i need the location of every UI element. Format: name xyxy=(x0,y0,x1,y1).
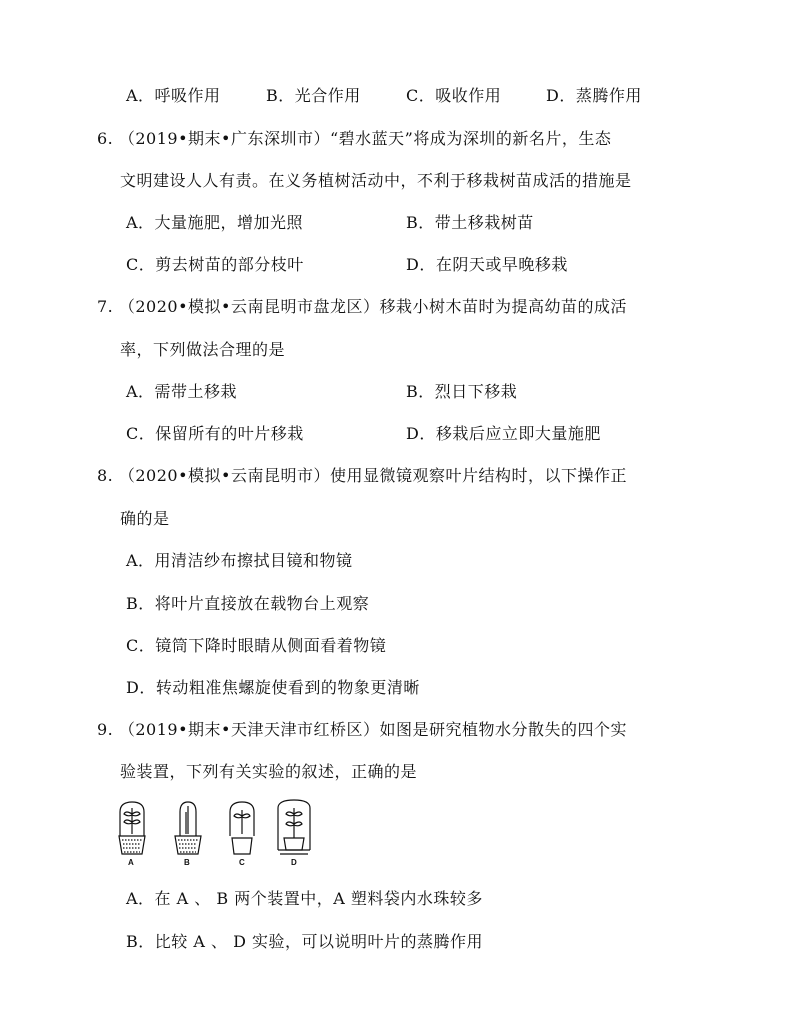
q7-option-d: D．移栽后应立即大量施肥 xyxy=(406,424,601,443)
q7-option-b: B．烈日下移栽 xyxy=(406,382,518,401)
q7-stem-line2: 率，下列做法合理的是 xyxy=(120,340,286,359)
q8-stem-line2: 确的是 xyxy=(120,509,170,528)
q5-option-a: A．呼吸作用 xyxy=(126,86,221,105)
q7-number: 7. xyxy=(97,297,114,316)
q6-option-c: C．剪去树苗的部分枝叶 xyxy=(126,255,304,274)
q8-option-a: A．用清洁纱布擦拭目镜和物镜 xyxy=(126,551,353,570)
q8-option-b: B．将叶片直接放在载物台上观察 xyxy=(126,594,370,613)
q7-stem-text1: （2020•模拟•云南昆明市盘龙区）移栽小树木苗时为提高幼苗的成活 xyxy=(118,297,627,316)
q5-option-c: C．吸收作用 xyxy=(406,86,502,105)
q8-option-d: D．转动粗准焦螺旋使看到的物象更清晰 xyxy=(126,678,420,697)
device-d xyxy=(278,800,310,854)
q9-stem-line1 xyxy=(97,720,627,740)
device-c xyxy=(230,802,254,854)
q8-stem-line1 xyxy=(97,466,627,486)
q9-stem-line2: 验装置，下列有关实验的叙述，正确的是 xyxy=(120,762,418,781)
figure-label-d: D xyxy=(291,858,297,867)
q9-option-a: A．在 A 、 B 两个装置中，A 塑料袋内水珠较多 xyxy=(126,889,483,908)
q7-option-c: C．保留所有的叶片移栽 xyxy=(126,424,304,443)
figure-label-b: B xyxy=(184,858,190,867)
q9-number: 9. xyxy=(97,720,114,739)
q6-stem-line1 xyxy=(97,129,611,149)
q9-stem-text1: （2019•期末•天津天津市红桥区）如图是研究植物水分散失的四个实 xyxy=(118,720,627,739)
q6-stem-text1: （2019•期末•广东深圳市）“碧水蓝天”将成为深圳的新名片，生态 xyxy=(118,129,612,148)
q5-option-d: D．蒸腾作用 xyxy=(546,86,642,105)
device-b xyxy=(175,802,201,854)
q9-experiment-figure xyxy=(118,798,318,870)
q6-option-b: B．带土移栽树苗 xyxy=(406,213,534,232)
q6-stem-line2: 文明建设人人有责。在义务植树活动中，不利于移栽树苗成活的措施是 xyxy=(120,171,632,190)
q6-number: 6. xyxy=(97,129,114,148)
q8-number: 8. xyxy=(97,466,114,485)
q9-option-b: B．比较 A 、 D 实验，可以说明叶片的蒸腾作用 xyxy=(126,932,483,951)
q5-option-b: B．光合作用 xyxy=(266,86,361,105)
figure-label-c: C xyxy=(239,858,245,867)
q6-option-d: D．在阴天或早晚移栽 xyxy=(406,255,568,274)
q7-option-a: A．需带土移栽 xyxy=(126,382,238,401)
q9-apparatus-drawing xyxy=(118,798,318,858)
q8-option-c: C．镜筒下降时眼睛从侧面看着物镜 xyxy=(126,636,387,655)
q8-stem-text1: （2020•模拟•云南昆明市）使用显微镜观察叶片结构时，以下操作正 xyxy=(118,466,627,485)
q6-option-a: A．大量施肥，增加光照 xyxy=(126,213,304,232)
figure-label-a: A xyxy=(128,858,134,867)
device-a xyxy=(119,802,145,854)
q7-stem-line1 xyxy=(97,297,627,317)
